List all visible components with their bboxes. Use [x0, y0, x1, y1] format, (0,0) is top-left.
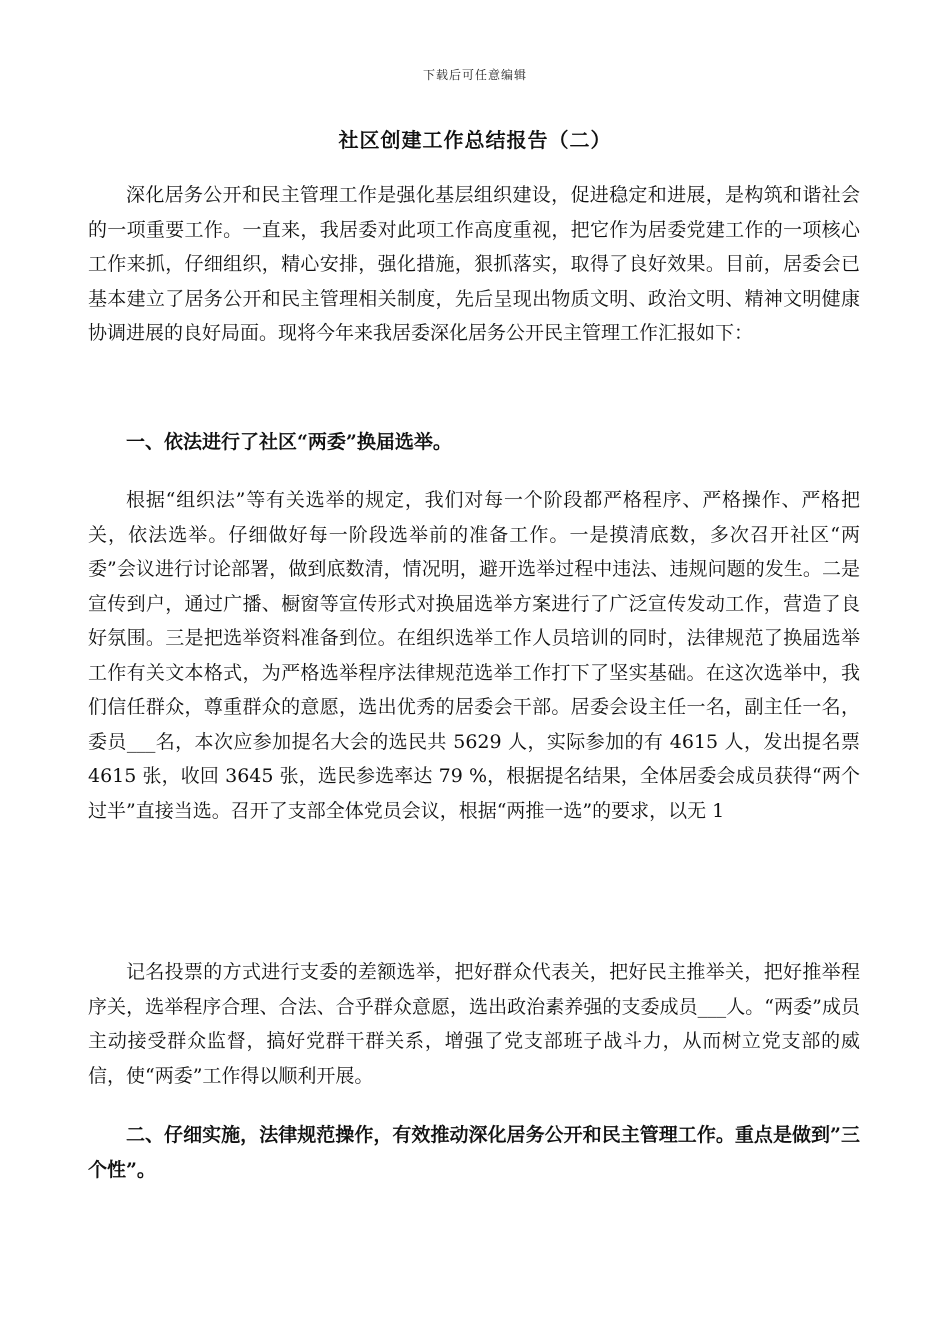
section-1-heading	[88, 425, 860, 460]
section-2-heading	[88, 1118, 860, 1187]
section-1-body-text: 根据“组织法”等有关选举的规定，我们对每一个阶段都严格程序、严格操作、严格把关，依法选举。仔细做好每一阶段选举前的准备工作。一是摸清底数，多次召开社区“两委”会议进行讨论部署，做到底数清，情况明，避开选举过程中违法、违规问题的发生。二是宣传到户，通过广播、橱窗等宣传形式对换届选举方案进行了广泛宣传发动工作，营造了良好氛围。三是把选举资料准备到位。在组织选举工作人员培训的同时，法律规范了换届选举工作有关文本格式，为严格选举程序法律规范选举工作打下了坚实基础。在这次选举中，我们信任群众，尊重群众的意愿，选出优秀的居委会干部。居委会设主任一名，副主任一名，委员___名，本次应参加提名大会的选民共 5629 人，实际参加的有 4615 人，发出提名票 4615 张，收回 3645 张，选民参选率达 79 %，根据提名结果，全体居委会成员获得“两个过半”直接当选。召开了支部全体党员会议，根据“两推一选”的要求，以无 1	[88, 489, 860, 822]
intro-paragraph	[88, 178, 860, 351]
section-1-continuation	[88, 955, 860, 1093]
section-1-heading-text: 一、依法进行了社区“两委”换届选举。	[126, 431, 452, 453]
document-title: 社区创建工作总结报告（二）	[338, 128, 612, 152]
header-note: 下载后可任意编辑	[422, 68, 527, 82]
section-2-heading-text: 二、仔细实施，法律规范操作，有效推动深化居务公开和民主管理工作。重点是做到”三个性”。	[88, 1124, 860, 1181]
section-1-body	[88, 483, 860, 828]
intro-text: 深化居务公开和民主管理工作是强化基层组织建设，促进稳定和进展，是构筑和谐社会的一项重要工作。一直来，我居委对此项工作高度重视，把它作为居委党建工作的一项核心工作来抓，仔细组织，精心安排，强化措施，狠抓落实，取得了良好效果。目前，居委会已基本建立了居务公开和民主管理相关制度，先后呈现出物质文明、政治文明、精神文明健康协调进展的良好局面。现将今年来我居委深化居务公开民主管理工作汇报如下：	[88, 184, 860, 344]
section-1-continuation-text: 记名投票的方式进行支委的差额选举，把好群众代表关，把好民主推举关，把好推举程序关，选举程序合理、合法、合乎群众意愿，选出政治素养强的支委成员___人。“两委”成员主动接受群众监督，搞好党群干群关系，增强了党支部班子战斗力，从而树立党支部的威信，使“两委”工作得以顺利开展。	[88, 961, 860, 1087]
